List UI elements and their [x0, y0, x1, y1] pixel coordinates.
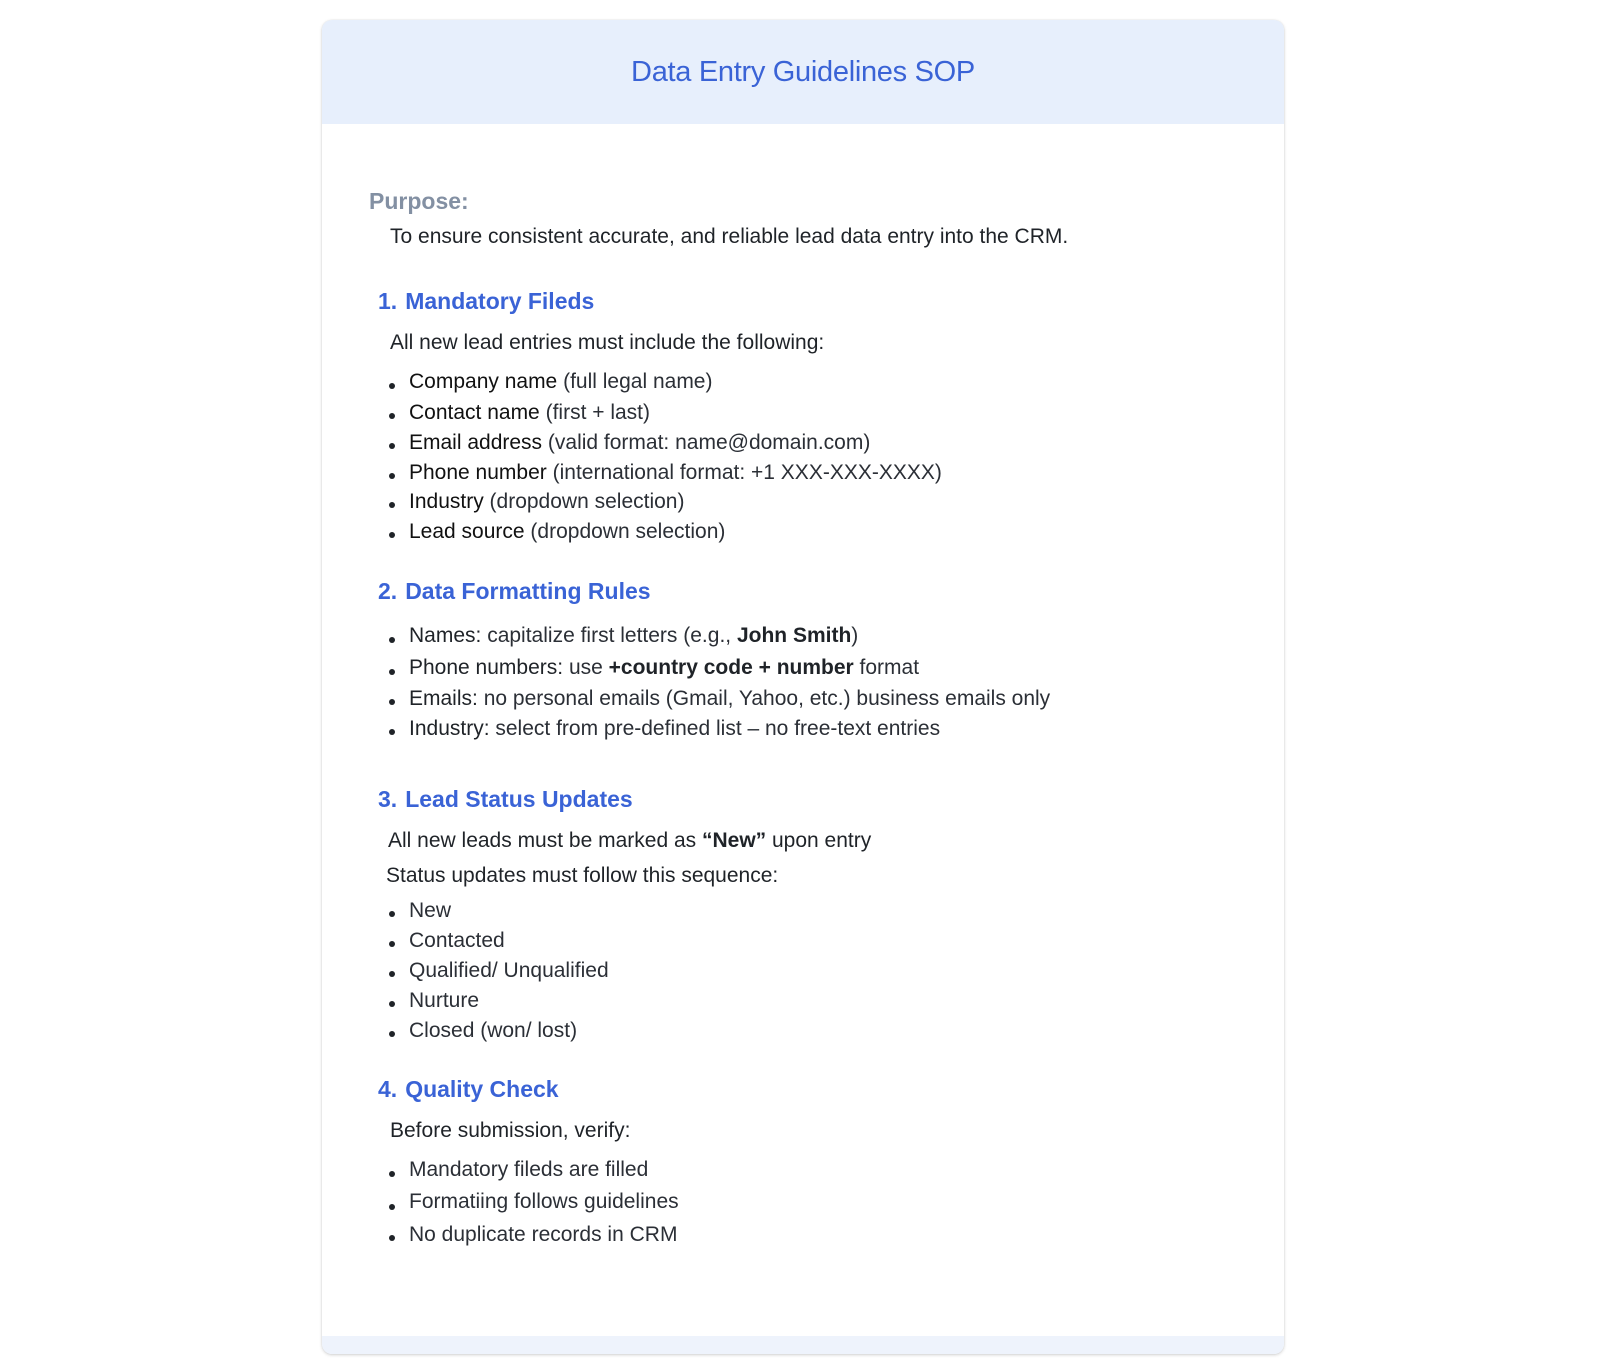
status-sequence-list [386, 898, 609, 1048]
section-2-number: 2. [378, 578, 398, 604]
list-item: Names: capitalize first letters (e.g., John Smith) [386, 623, 1050, 655]
sop-document-card [322, 20, 1284, 1354]
list-item: Contact name (first + last) [386, 400, 942, 430]
list-item: No duplicate records in CRM [386, 1222, 679, 1252]
list-item: Lead source (dropdown selection) [386, 519, 942, 549]
list-item: Phone numbers: use +country code + number format [386, 655, 1050, 686]
document-footer-bar [322, 1336, 1284, 1354]
section-3-number: 3. [378, 786, 398, 812]
purpose-text: To ensure consistent accurate, and reliable lead data entry into the CRM. [390, 225, 1069, 248]
section-3-title: Lead Status Updates [405, 786, 633, 812]
section-1-heading [378, 288, 594, 315]
list-item: Formatiing follows guidelines [386, 1189, 679, 1222]
formatting-rules-list [386, 623, 1050, 746]
section-3-heading [378, 786, 633, 813]
list-item: Emails: no personal emails (Gmail, Yahoo, etc.) business emails only [386, 686, 1050, 716]
section-4-intro: Before submission, verify: [390, 1119, 631, 1142]
list-item: Email address (valid format: name@domain.com) [386, 430, 942, 460]
section-2-title: Data Formatting Rules [405, 578, 651, 604]
document-header [322, 20, 1284, 124]
section-1-intro: All new lead entries must include the following: [390, 331, 825, 354]
section-4-number: 4. [378, 1076, 398, 1102]
section-4-heading [378, 1076, 559, 1103]
section-4-title: Quality Check [405, 1076, 559, 1102]
list-item: Company name (full legal name) [386, 369, 942, 400]
list-item: Mandatory fileds are filled [386, 1157, 679, 1189]
list-item: Industry: select from pre-defined list – no free-text entries [386, 716, 1050, 746]
list-item: Phone number (international format: +1 XXX-XXX-XXXX) [386, 460, 942, 489]
list-item: Contacted [386, 928, 609, 958]
purpose-label: Purpose: [369, 188, 469, 214]
section-1-number: 1. [378, 288, 398, 314]
section-3-intro: All new leads must be marked as “New” upon entry [388, 829, 872, 852]
section-2-heading [378, 578, 651, 605]
list-item: Qualified/ Unqualified [386, 958, 609, 988]
section-3-intro-2: Status updates must follow this sequence: [386, 864, 779, 887]
document-title: Data Entry Guidelines SOP [631, 55, 975, 88]
section-1-title: Mandatory Fileds [405, 288, 595, 314]
mandatory-fields-list [386, 369, 942, 549]
quality-check-list [386, 1157, 679, 1252]
list-item: New [386, 898, 609, 928]
list-item: Closed (won/ lost) [386, 1018, 609, 1048]
list-item: Industry (dropdown selection) [386, 489, 942, 519]
list-item: Nurture [386, 988, 609, 1018]
